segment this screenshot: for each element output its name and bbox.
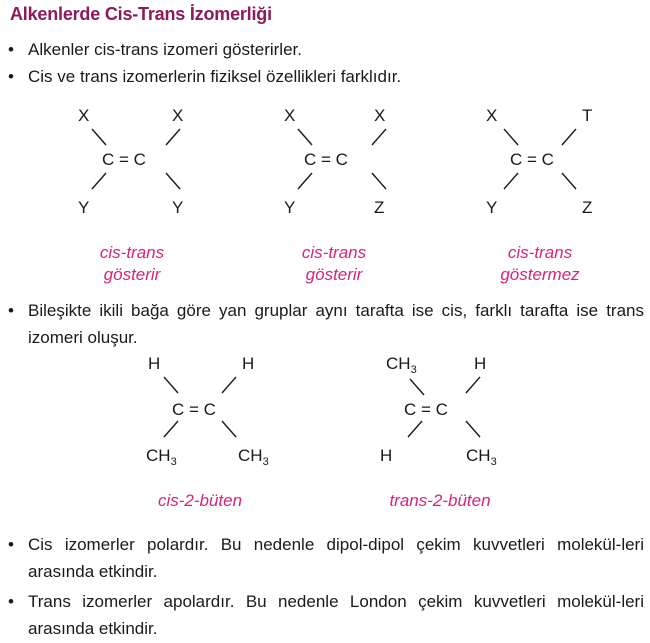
group-bottom-right: $CH_3$ xyxy=(466,446,497,468)
bullet-text: Cis ve trans izomerlerin fiziksel özellikleri farklıdır. xyxy=(28,67,402,86)
group-top-left: H xyxy=(148,354,161,373)
group-bottom-right: Z xyxy=(374,198,385,217)
group-bottom-left: $CH_3$ xyxy=(146,446,177,468)
molecule-caption: trans-2-büten xyxy=(389,491,491,510)
double-bond-core: C = C xyxy=(172,400,216,419)
bullet-text: Trans izomerler apolardır. Bu nedenle London çekim kuvvetleri molekül-leri arasında etkindir. xyxy=(28,592,644,638)
bullet-dot: • xyxy=(8,535,14,554)
group-bottom-left: Y xyxy=(486,198,498,217)
bond-lines xyxy=(380,355,530,475)
group-top-left: X xyxy=(78,106,90,125)
double-bond-core: C = C xyxy=(510,150,554,169)
group-top-right: X xyxy=(172,106,184,125)
group-bottom-left: Y xyxy=(284,198,296,217)
group-top-right: H xyxy=(242,354,255,373)
group-bottom-right: Z xyxy=(582,198,593,217)
bullet-text: Bileşikte ikili bağa göre yan gruplar aynı tarafta ise cis, farklı tarafta ise trans izomeri oluşur. xyxy=(28,301,644,347)
caption-line: cis-trans xyxy=(99,243,165,262)
molecule-caption xyxy=(470,242,610,286)
molecule-caption xyxy=(62,242,202,286)
bullet-dot: • xyxy=(8,40,14,59)
molecule-caption: cis-2-büten xyxy=(157,491,243,510)
group-bottom-left: Y xyxy=(78,198,90,217)
bullet-item xyxy=(8,36,644,63)
caption-line: cis-trans xyxy=(507,243,573,262)
group-top-right: X xyxy=(374,106,386,125)
bullet-item xyxy=(8,531,644,585)
bullet-item xyxy=(8,588,644,642)
group-bottom-right: Y xyxy=(172,198,184,217)
group-bottom-right: $CH_3$ xyxy=(238,446,269,468)
bullet-item xyxy=(8,63,644,90)
group-top-right: H xyxy=(474,354,487,373)
group-bottom-left: H xyxy=(380,446,393,465)
bullet-dot: • xyxy=(8,67,14,86)
molecule-cis-trans-2 xyxy=(278,107,408,217)
caption-line: gösterir xyxy=(103,265,161,284)
group-top-left: X xyxy=(284,106,296,125)
bullet-text: Alkenler cis-trans izomeri gösterirler. xyxy=(28,40,302,59)
bullet-dot: • xyxy=(8,592,14,611)
bullet-text: Cis izomerler polardır. Bu nedenle dipol-dipol çekim kuvvetleri molekül-leri arasında etkindir. xyxy=(28,535,644,581)
double-bond-core: C = C xyxy=(304,150,348,169)
caption-line: gösterir xyxy=(305,265,363,284)
bullet-dot: • xyxy=(8,301,14,320)
molecule-trans-2-butene xyxy=(380,355,530,475)
bullet-item xyxy=(8,297,644,351)
section-title: Alkenlerde Cis-Trans İzomerliği xyxy=(10,4,272,24)
caption-line: göstermez xyxy=(500,265,580,284)
group-top-left: $CH_3$ xyxy=(386,354,417,376)
caption-line: cis-trans xyxy=(301,243,367,262)
molecule-caption xyxy=(264,242,404,286)
molecule-no-cis-trans xyxy=(484,107,614,217)
group-top-left: X xyxy=(486,106,498,125)
molecule-cis-2-butene xyxy=(140,355,290,475)
molecule-cis-trans-1 xyxy=(72,107,202,217)
group-top-right: T xyxy=(582,106,593,125)
double-bond-core: C = C xyxy=(102,150,146,169)
double-bond-core: C = C xyxy=(404,400,448,419)
